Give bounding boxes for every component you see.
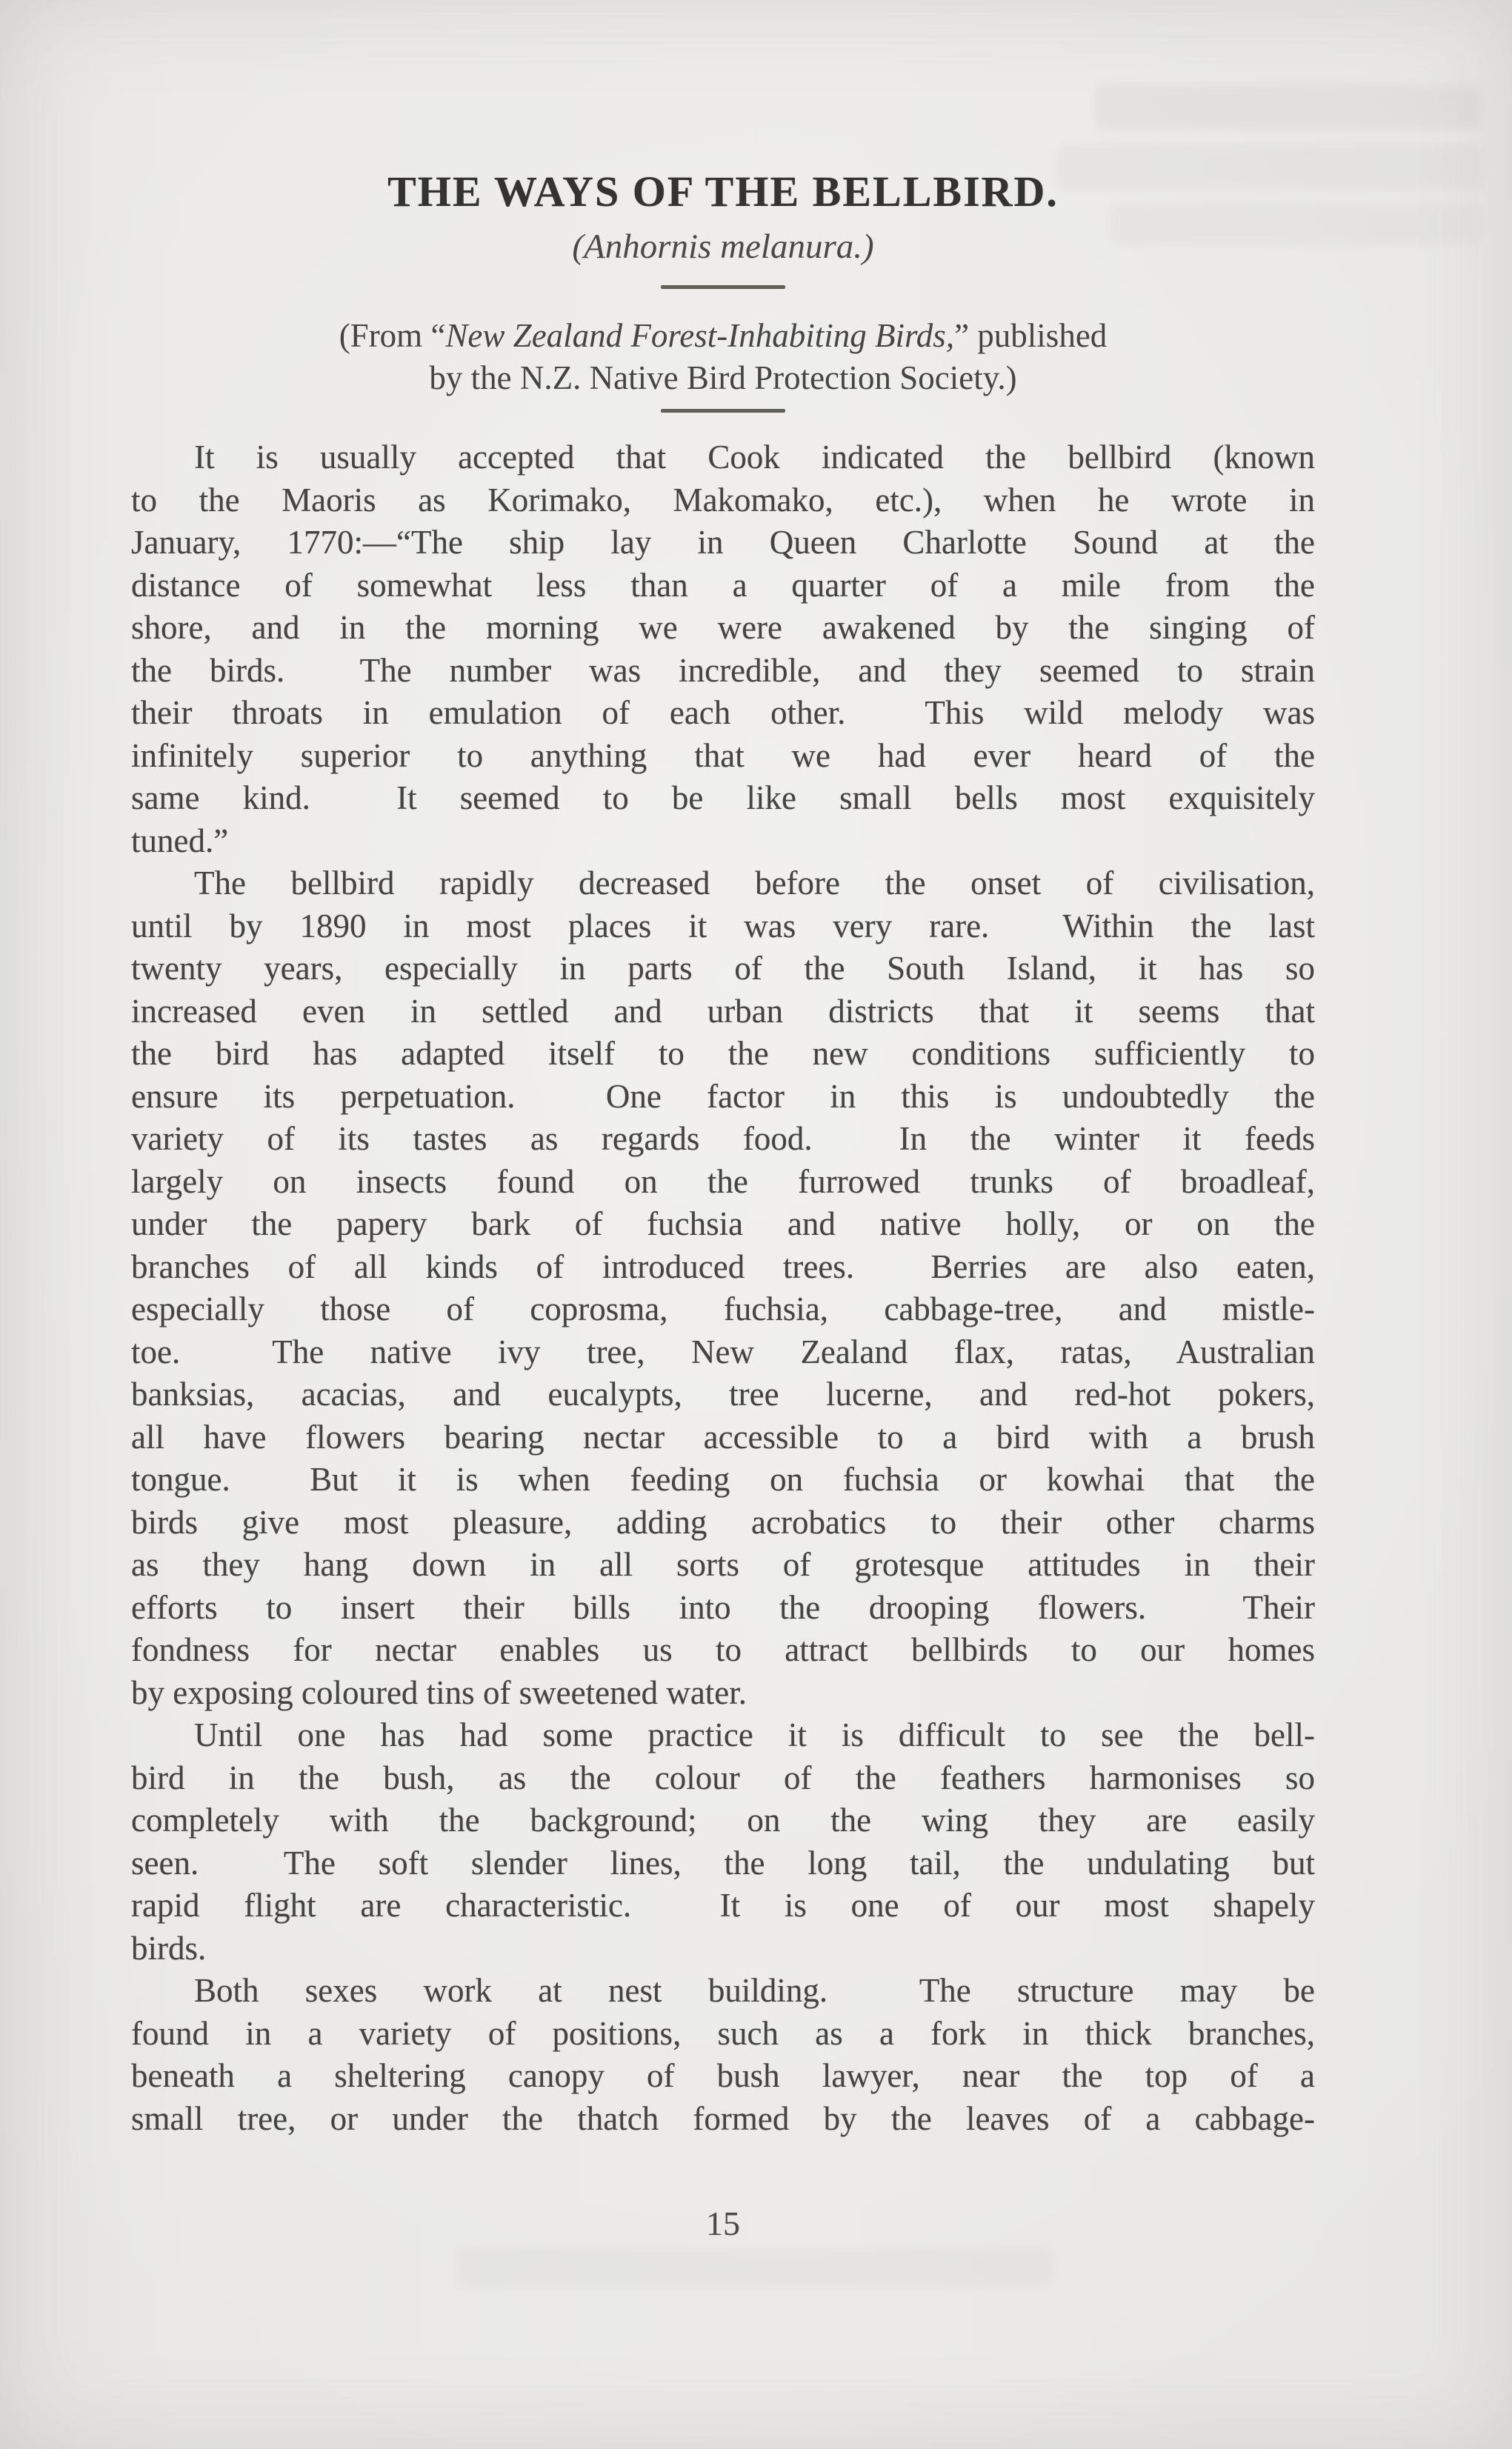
text-line: under the papery bark of fuchsia and native holly, or on the: [131, 1205, 1315, 1242]
text-line: found in a variety of positions, such as a fork in thick branches,: [131, 2014, 1315, 2052]
text-line: increased even in settled and urban districts that it seems that: [131, 992, 1315, 1030]
text-line: efforts to insert their bills into the drooping flowers. Their: [131, 1588, 1315, 1626]
text-line: tongue. But it is when feeding on fuchsia or kowhai that the: [131, 1461, 1315, 1498]
page-title: THE WAYS OF THE BELLBIRD.: [387, 167, 1059, 216]
text-line: largely on insects found on the furrowed trunks of broadleaf,: [131, 1162, 1315, 1200]
text-line: twenty years, especially in parts of the South Island, it has so: [131, 950, 1315, 987]
text-line: as they hang down in all sorts of grotesque attitudes in their: [131, 1546, 1315, 1583]
source-citation: [131, 315, 1315, 399]
text-line: until by 1890 in most places it was very rare. Within the last: [131, 907, 1315, 944]
source-pre-text: (From “: [339, 317, 446, 354]
text-line: The bellbird rapidly decreased before the onset of civilisation,: [194, 864, 1315, 902]
text-line: birds give most pleasure, adding acrobatics to their other charms: [131, 1503, 1315, 1541]
text-line: the birds. The number was incredible, and they seemed to strain: [131, 651, 1315, 689]
species-name-subtitle: (Anhornis melanura.): [572, 227, 874, 266]
text-line: especially those of coprosma, fuchsia, cabbage-tree, and mistle-: [131, 1290, 1315, 1327]
text-line: completely with the background; on the wing they are easily: [131, 1802, 1315, 1839]
text-line: bird in the bush, as the colour of the feathers harmonises so: [131, 1759, 1315, 1796]
text-line: branches of all kinds of introduced trees. Berries are also eaten,: [131, 1247, 1315, 1285]
text-line: infinitely superior to anything that we had ever heard of the: [131, 736, 1315, 774]
text-column: [131, 0, 1315, 2243]
source-citation-line-2: by the N.Z. Native Bird Protection Society.): [429, 359, 1017, 396]
source-post-text: ” published: [954, 317, 1108, 354]
divider-rule-bottom: [661, 409, 785, 413]
text-line: same kind. It seemed to be like small bells most exquisitely: [131, 779, 1315, 816]
text-line: It is usually accepted that Cook indicated the bellbird (known: [194, 439, 1315, 476]
text-line: all have flowers bearing nectar accessible to a bird with a brush: [131, 1418, 1315, 1456]
text-line: banksias, acacias, and eucalypts, tree lucerne, and red-hot pokers,: [131, 1376, 1315, 1413]
text-line: Both sexes work at nest building. The structure may be: [194, 1972, 1315, 2009]
divider-rule-top: [661, 285, 785, 289]
text-line: shore, and in the morning we were awakened by the singing of: [131, 609, 1315, 646]
text-line: seen. The soft slender lines, the long tail, the undulating but: [131, 1844, 1315, 1882]
text-line: by exposing coloured tins of sweetened water.: [131, 1673, 747, 1711]
text-line: their throats in emulation of each other. This wild melody was: [131, 694, 1315, 731]
show-through-smudge: [459, 2248, 1052, 2285]
source-citation-line-1: [131, 315, 1315, 357]
text-line: distance of somewhat less than a quarter of a mile from the: [131, 566, 1315, 604]
text-line: January, 1770:—“The ship lay in Queen Charlotte Sound at the: [131, 524, 1315, 561]
text-line: variety of its tastes as regards food. In the winter it feeds: [131, 1120, 1315, 1157]
text-line: to the Maoris as Korimako, Makomako, etc.), when he wrote in: [131, 481, 1315, 519]
page-number: 15: [706, 2205, 740, 2242]
body-text: [131, 436, 1315, 2140]
text-line: the bird has adapted itself to the new conditions sufficiently to: [131, 1035, 1315, 1072]
text-line: toe. The native ivy tree, New Zealand flax, ratas, Australian: [131, 1333, 1315, 1370]
text-line: beneath a sheltering canopy of bush lawyer, near the top of a: [131, 2057, 1315, 2094]
text-line: small tree, or under the thatch formed by the leaves of a cabbage-: [131, 2099, 1315, 2137]
text-line: fondness for nectar enables us to attract bellbirds to our homes: [131, 1631, 1315, 1668]
text-line: ensure its perpetuation. One factor in this is undoubtedly the: [131, 1077, 1315, 1115]
text-line: Until one has had some practice it is difficult to see the bell-: [194, 1716, 1315, 1753]
text-line: birds.: [131, 1929, 207, 1967]
source-book-title: New Zealand Forest-Inhabiting Birds,: [445, 317, 955, 354]
text-line: tuned.”: [131, 822, 229, 859]
text-line: rapid flight are characteristic. It is one of our most shapely: [131, 1887, 1315, 1924]
